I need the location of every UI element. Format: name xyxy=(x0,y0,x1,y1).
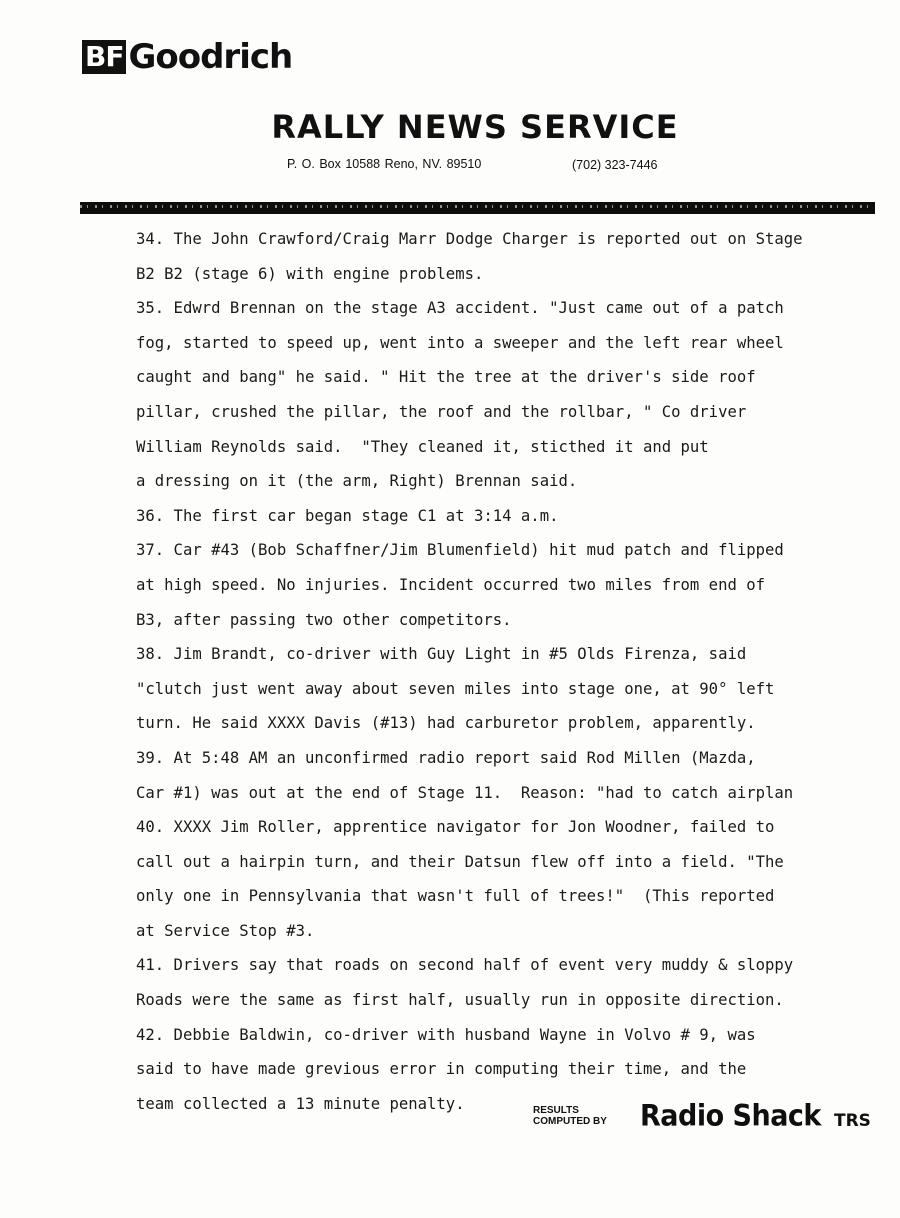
logo-word: Goodrich xyxy=(128,37,293,77)
text-line: 34. The John Crawford/Craig Marr Dodge Charger is reported out on Stage xyxy=(136,230,803,248)
mailing-address: P. O. Box 10588 Reno, NV. 89510 xyxy=(287,157,482,171)
text-line: B3, after passing two other competitors. xyxy=(136,610,512,629)
text-line: William Reynolds said. "They cleaned it, sticthed it and put xyxy=(136,437,709,456)
text-line: 37. Car #43 (Bob Schaffner/Jim Blumenfield) hit mud patch and flipped xyxy=(136,541,784,560)
text-line: 39. At 5:48 AM an unconfirmed radio report said Rod Millen (Mazda, xyxy=(136,748,756,767)
text-line: fog, started to speed up, went into a sweeper and the left rear wheel xyxy=(136,333,784,352)
text-line: pillar, crushed the pillar, the roof and the rollbar, " Co driver xyxy=(136,402,747,421)
results-line: RESULTS xyxy=(533,1105,579,1116)
phone-number: (702) 323-7446 xyxy=(572,158,658,172)
news-body xyxy=(136,228,896,1127)
trs-mark: TRS xyxy=(834,1111,871,1131)
text-line: turn. He said XXXX Davis (#13) had carburetor problem, apparently. xyxy=(136,714,756,733)
bfgoodrich-logo xyxy=(82,37,293,77)
text-line: a dressing on it (the arm, Right) Brennan said. xyxy=(136,472,578,491)
computed-by-line: COMPUTED BY xyxy=(533,1116,607,1127)
page-title: RALLY NEWS SERVICE xyxy=(271,108,679,146)
text-line: only one in Pennsylvania that wasn't full of trees!" (This reported xyxy=(136,887,775,906)
header-rule xyxy=(80,202,875,214)
text-line: 35. Edwrd Brennan on the stage A3 accident. "Just came out of a patch xyxy=(136,299,784,318)
text-line: call out a hairpin turn, and their Datsun flew off into a field. "The xyxy=(136,852,784,871)
text-line: "clutch just went away about seven miles into stage one, at 90° left xyxy=(136,679,775,698)
text-line: 41. Drivers say that roads on second half of event very muddy & sloppy xyxy=(136,956,794,975)
text-line: 38. Jim Brandt, co-driver with Guy Light in #5 Olds Firenza, said xyxy=(136,645,747,664)
text-line: said to have made grevious error in computing their time, and the xyxy=(136,1060,747,1079)
text-line: at high speed. No injuries. Incident occurred two miles from end of xyxy=(136,575,766,594)
text-line: caught and bang" he said. " Hit the tree at the driver's side roof xyxy=(136,368,756,387)
results-caption xyxy=(533,1105,607,1127)
text-line: 40. XXXX Jim Roller, apprentice navigator for Jon Woodner, failed to xyxy=(136,818,775,837)
text-line: Roads were the same as first half, usually run in opposite direction. xyxy=(136,991,784,1010)
text-line: 42. Debbie Baldwin, co-driver with husband Wayne in Volvo # 9, was xyxy=(136,1025,756,1044)
radio-shack-logo: Radio Shack xyxy=(640,1099,821,1134)
text-line: team collected a 13 minute penalty. xyxy=(136,1094,465,1113)
logo-prefix: BF xyxy=(82,40,126,74)
text-line: Car #1) was out at the end of Stage 11. Reason: "had to catch airplan xyxy=(136,783,794,802)
text-line: 36. The first car began stage C1 at 3:14 a.m. xyxy=(136,506,559,525)
text-line: B2 B2 (stage 6) with engine problems. xyxy=(136,264,484,283)
text-line: at Service Stop #3. xyxy=(136,921,315,940)
